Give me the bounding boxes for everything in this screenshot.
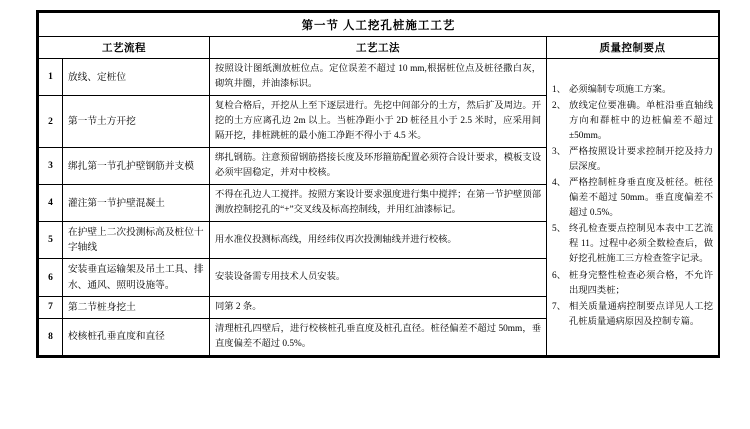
row-number: 5 (39, 222, 63, 259)
list-item (552, 99, 713, 144)
list-item (552, 176, 713, 221)
column-header-quality: 质量控制要点 (547, 37, 719, 59)
quality-point-list (552, 83, 713, 330)
row-flow-step: 校核桩孔垂直度和直径 (63, 318, 210, 355)
page-title: 第一节 人工挖孔桩施工工艺 (39, 13, 719, 37)
construction-process-table (38, 12, 719, 356)
row-method-text: 不得在孔边人工搅拌。按照方案设计要求强度进行集中搅拌；在第一节护壁顶部测放控制挖孔的“+”交叉线及标高控制线，并用红油漆标记。 (210, 185, 547, 222)
quality-point-text: 放线定位要准确。单桩沿垂直轴线方向和群桩中的边桩偏差不超过 ±50mm。 (569, 101, 713, 142)
quality-point-text: 终孔检查要点控制见本表中工艺流程 11。过程中必须全数检查后，做好挖孔桩施工三方检查签字记录。 (569, 224, 713, 265)
row-flow-step: 在护壁上二次投测标高及桩位十字轴线 (63, 222, 210, 259)
row-method-text: 同第 2 条。 (210, 296, 547, 318)
quality-point-text: 相关质量通病控制要点详见人工挖孔桩质量通病原因及控制专篇。 (569, 301, 713, 327)
quality-point-number: 7、 (552, 301, 566, 312)
quality-point-text: 桩身完整性检查必须合格，不允许出现四类桩； (569, 270, 713, 296)
row-number: 1 (39, 59, 63, 96)
row-flow-step: 第一节土方开挖 (63, 96, 210, 148)
row-flow-step: 第二节桩身挖土 (63, 296, 210, 318)
quality-point-text: 严格按照设计要求控制开挖及持力层深度。 (569, 147, 713, 173)
list-item (552, 300, 713, 330)
row-number: 3 (39, 148, 63, 185)
list-item (552, 269, 713, 299)
list-item (552, 145, 713, 175)
table-title-row (39, 13, 719, 37)
row-flow-step: 灌注第一节护壁混凝土 (63, 185, 210, 222)
row-method-text: 绑扎钢筋。注意预留钢筋搭接长度及环形箍筋配置必须符合设计要求，模板支设必须牢固稳定，并对中校核。 (210, 148, 547, 185)
quality-control-points (547, 59, 719, 356)
quality-point-number: 1、 (552, 84, 566, 95)
row-method-text: 清理桩孔四壁后，进行校核桩孔垂直度及桩孔直径。桩径偏差不超过 50mm，垂直度偏差不超过 0.5%。 (210, 318, 547, 355)
list-item (552, 83, 713, 98)
row-number: 2 (39, 96, 63, 148)
list-item (552, 222, 713, 267)
row-number: 6 (39, 259, 63, 296)
quality-point-number: 5、 (552, 224, 566, 235)
quality-point-number: 6、 (552, 270, 566, 281)
row-method-text: 用水准仪投测标高线，用经纬仪再次投测轴线并进行校核。 (210, 222, 547, 259)
quality-point-number: 2、 (552, 101, 566, 112)
quality-point-number: 4、 (552, 178, 566, 189)
column-header-method: 工艺工法 (210, 37, 547, 59)
row-method-text: 安装设备需专用技术人员安装。 (210, 259, 547, 296)
quality-point-number: 3、 (552, 147, 566, 158)
process-table-container (36, 10, 720, 358)
row-flow-step: 安装垂直运输架及吊土工具、排水、通风、照明设施等。 (63, 259, 210, 296)
table-row (39, 59, 719, 96)
table-header-row (39, 37, 719, 59)
row-flow-step: 绑扎第一节孔护壁钢筋并支模 (63, 148, 210, 185)
row-method-text: 复检合格后，开挖从上至下逐层进行。先挖中间部分的土方，然后扩及周边。开挖的土方应离孔边 2m 以上。当桩净距小于 2D 桩径且小于 2.5 米时，应采用间隔开挖，排桩跳桩的最小施工净距不得小于 4.5 米。 (210, 96, 547, 148)
row-number: 4 (39, 185, 63, 222)
quality-point-text: 必须编制专项施工方案。 (569, 84, 672, 95)
row-method-text: 按照设计图纸测放桩位点。定位误差不超过 10 mm,根据桩位点及桩径撒白灰，砌筑井圈，并油漆标识。 (210, 59, 547, 96)
quality-point-text: 严格控制桩身垂直度及桩径。桩径偏差不超过 50mm。垂直度偏差不超过 0.5%。 (569, 178, 713, 219)
row-number: 7 (39, 296, 63, 318)
column-header-flow: 工艺流程 (39, 37, 210, 59)
row-flow-step: 放线、定桩位 (63, 59, 210, 96)
row-number: 8 (39, 318, 63, 355)
